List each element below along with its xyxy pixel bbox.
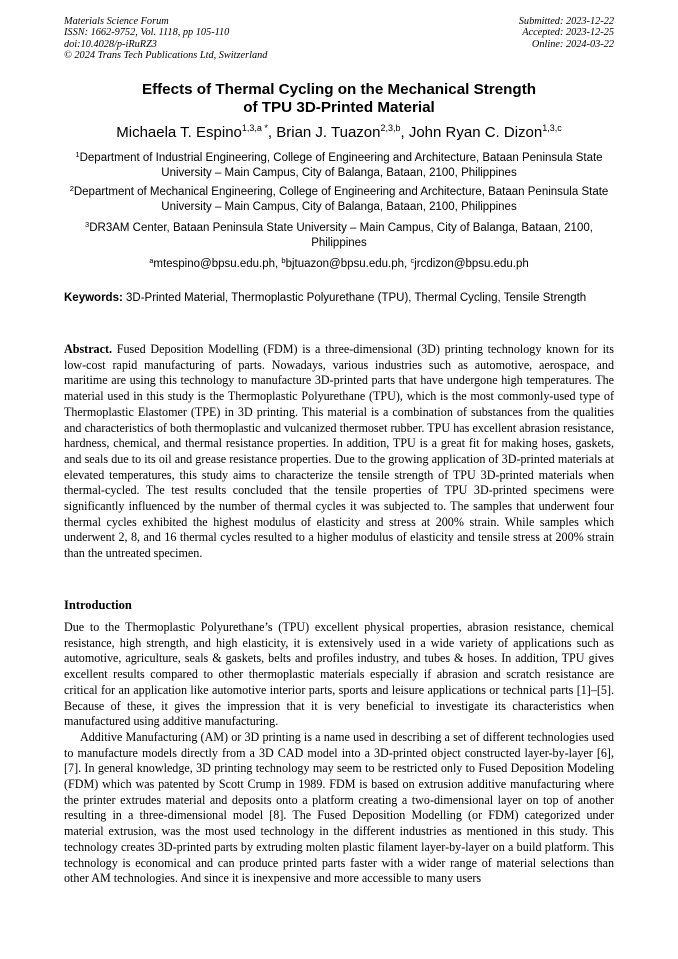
accepted-date: Accepted: 2023-12-25 (522, 27, 614, 39)
affiliation-1: $^1$Department of Industrial Engineering, College of Engineering and Architecture, Bataan Peninsula State University – Main Campus, City of Balanga, Bataan, 2100, Philippines (75, 150, 603, 179)
author-list (64, 124, 614, 142)
doi-line: doi:10.4028/p-iRuRZ3 (64, 38, 157, 50)
author-2-marker: 2,3,b (380, 123, 401, 133)
email-2: bjtuazon@bpsu.edu.ph, (285, 258, 411, 270)
keywords-label: Keywords: (64, 292, 123, 304)
affiliation-2: $^2$Department of Mechanical Engineering, College of Engineering and Architecture, Bataan Peninsula State University – Main Campus, City of Balanga, Bataan, 2100, Philippines (69, 184, 609, 213)
abstract-label: Abstract. (64, 342, 113, 356)
title-line-2: of TPU 3D-Printed Material (243, 99, 435, 116)
journal-info (64, 16, 267, 62)
author-1-marker: 1,3,a * (241, 123, 268, 133)
copyright-line: © 2024 Trans Tech Publications Ltd, Switzerland (64, 50, 268, 62)
author-emails: $^a$mtespino@bpsu.edu.ph, $^b$bjtuazon@bpsu.edu.ph, $^c$jrcdizon@bpsu.edu.ph (149, 256, 529, 270)
submitted-date: Submitted: 2023-12-22 (518, 16, 614, 27)
keywords-text: 3D-Printed Material, Thermoplastic Polyurethane (TPU), Thermal Cycling, Tensile Strength (122, 292, 587, 304)
introduction-heading: Introduction (64, 598, 132, 612)
issn-line: ISSN: 1662-9752, Vol. 1118, pp 105-110 (64, 27, 230, 39)
journal-name: Materials Science Forum (64, 16, 169, 27)
author-3-marker: 1,3,c (542, 123, 562, 133)
online-date: Online: 2024-03-22 (531, 38, 614, 50)
intro-paragraph-2: Additive Manufacturing (AM) or 3D printing is a name used in describing a set of different technologies used to manufacture models directly from a 3D CAD model into a 3D-printed object constructed layer-by-layer [6], [7]. In general knowledge, 3D printing technology may seem to be restricted only to Fused Deposition Modeling (FDM) which was patented by Scott Crump in 1989. FDM is based on extrusion additive manufacturing where the printer extrudes material and deposits onto a platform creating a two-dimensional layer on top of another resulting in a three-dimensional model [8]. The Fused Deposition Modelling (or FDM) categorized under material extrusion, was the most used technology in the different industries as mentioned in this study. This technology creates 3D-printed parts by extruding molten plastic filament layer-by-layer on a build platform. This technology is economical and can produce printed parts faster with a wider range of material selections than other AM technologies. And since it is inexpensive and more accessible to many users (64, 729, 614, 886)
abstract-text: Fused Deposition Modelling (FDM) is a three-dimensional (3D) printing technology known for its low-cost rapid manufacturing of parts. Nowadays, various industries such as automotive, aerospace, and maritime are using this technology to manufacture 3D-printed parts that have undergone high temperatures. The material used in this study is the Thermoplastic Polyurethane (TPU), which is the most commonly-used type of Thermoplastic Elastomer (TPE) in 3D printing. This material is a combination of substances from the qualities and characteristics of both thermoplastic and vulcanized thermoset rubber. TPU has excellent abrasion resistance, hardness, chemical, and thermal resistance properties. In addition, TPU is a great fit for making hoses, gaskets, and seals due to its oil and grease resistance properties. Due to the growing application of 3D-printed materials at elevated temperatures, this study aims to characterize the tensile strength of TPU 3D-printed materials when thermal-cycled. The test results concluded that the tensile properties of TPU 3D-printed specimens were significantly influenced by the number of thermal cycles it was subjected to. The samples that underwent four thermal cycles exhibited the highest modulus of elasticity and stress at 200% strain. While samples which underwent 2, 8, and 16 thermal cycles resulted to a higher modulus of elasticity and tensile stress at 200% strain than the untreated specimen. (64, 342, 614, 561)
abstract (64, 342, 614, 562)
email-1: mtespino@bpsu.edu.ph, (153, 258, 282, 270)
affiliation-3: $^3$DR3AM Center, Bataan Peninsula State University – Main Campus, City of Balanga, Bataan, 2100, Philippines (85, 220, 593, 249)
keywords (64, 291, 614, 306)
email-3: jrcdizon@bpsu.edu.ph (414, 258, 529, 270)
publication-dates (519, 16, 614, 50)
author-1: Michaela T. Espino (116, 124, 242, 141)
author-3: , John Ryan C. Dizon (400, 124, 543, 141)
paper-title (64, 81, 614, 117)
intro-paragraph-1: Due to the Thermoplastic Polyurethane’s (TPU) excellent physical properties, abrasion resistance, chemical resistance, high strength, and high elasticity, it is extensively used in a wide variety of applications such as automotive, agriculture, seals & gaskets, belts and profiles industry, and tubes & hoses. In addition, TPU gives excellent results compared to other thermoplastic materials especially if abrasion and scratch resistance are critical for an application like automotive interior parts, sports and leisure applications or technical parts [1]–[5]. Because of these, it gives the impression that it is very beneficial to investigate its characteristics when manufactured using additive manufacturing. (64, 620, 614, 729)
author-2: , Brian J. Tuazon (267, 124, 381, 141)
introduction-body (64, 620, 614, 887)
title-line-1: Effects of Thermal Cycling on the Mechanical Strength (141, 81, 537, 98)
